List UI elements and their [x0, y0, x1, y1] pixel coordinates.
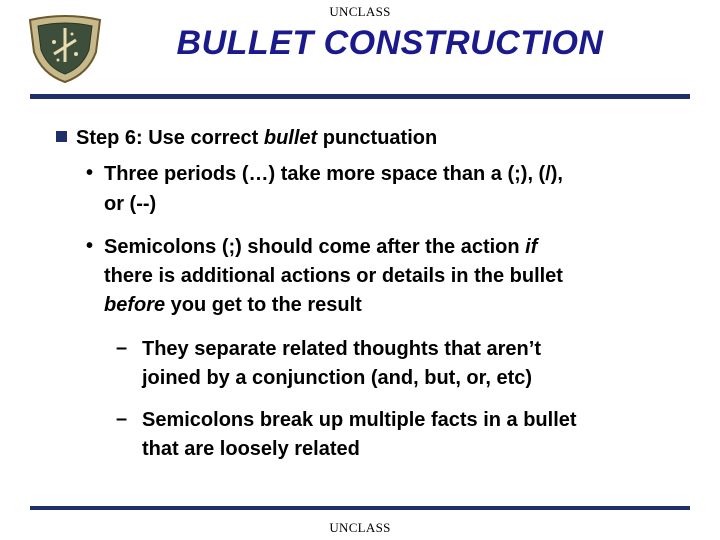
step-text: Step 6: Use correct: [76, 127, 264, 149]
step-text-end: punctuation: [317, 127, 438, 149]
bullet2-line1-text: Semicolons (;) should come after the action: [104, 236, 526, 258]
step-heading: [76, 126, 437, 150]
bullet1-line1: Three periods (…) take more space than a (;), (/),: [104, 163, 563, 185]
bullet-dot-icon: •: [86, 235, 94, 257]
bottom-rule: [30, 506, 690, 510]
sub1-dash: –: [116, 337, 128, 359]
sub2-line2: that are loosely related: [142, 438, 360, 460]
sub1-line2: joined by a conjunction (and, but, or, etc): [142, 367, 533, 389]
slide-title: BULLET CONSTRUCTION: [176, 24, 604, 62]
bullet-dot-icon: •: [86, 162, 94, 184]
sub2-dash: –: [116, 408, 128, 430]
bullet2-line1: [104, 235, 537, 259]
bullet2-line3-italic: before: [104, 294, 166, 316]
classification-top: UNCLASS: [329, 4, 391, 19]
bullet2-line1-italic: if: [525, 236, 538, 258]
shield-emblem-icon: [24, 14, 106, 84]
top-rule: [30, 94, 690, 99]
sub1-line1: They separate related thoughts that aren’t: [142, 338, 541, 360]
step-italic: bullet: [263, 127, 318, 149]
bullet2-line3-text: you get to the result: [165, 294, 362, 316]
square-bullet-icon: [56, 131, 67, 142]
bullet2-line3: [104, 293, 362, 317]
sub2-line1: Semicolons break up multiple facts in a bullet: [142, 409, 577, 431]
bullet1-line2: or (--): [104, 193, 157, 215]
classification-bottom: UNCLASS: [329, 520, 391, 535]
bullet2-line2: there is additional actions or details in the bullet: [104, 265, 563, 287]
